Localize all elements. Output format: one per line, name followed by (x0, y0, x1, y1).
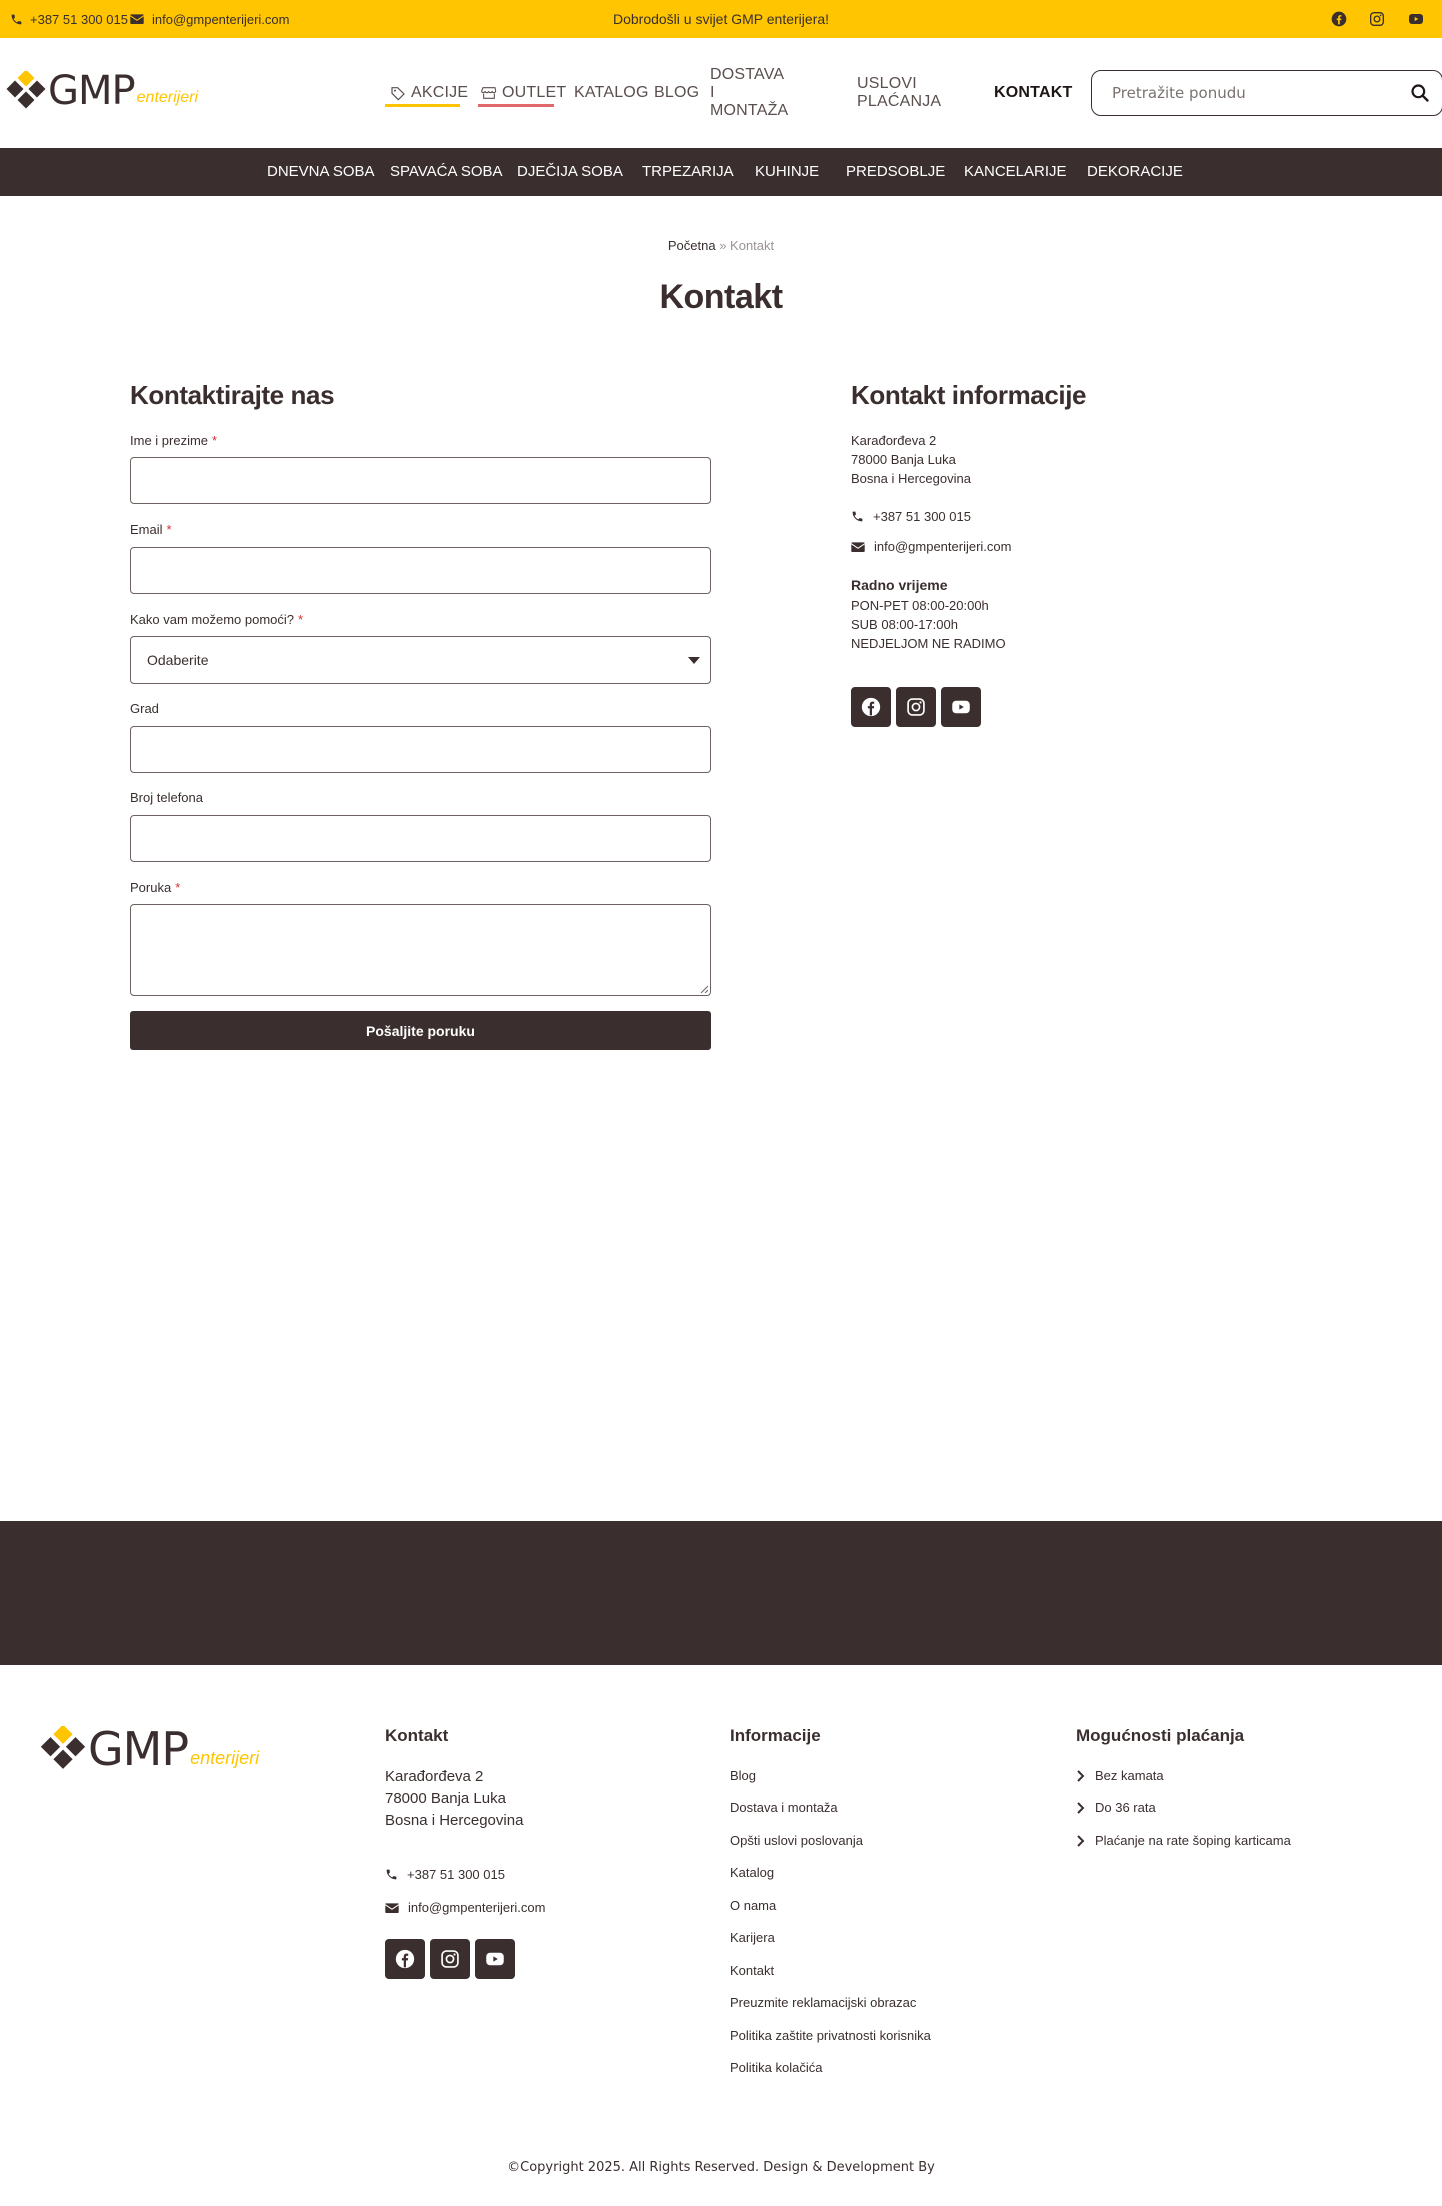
footer-info-title: Informacije (730, 1726, 821, 1745)
logo-enterijeri-text: enterijeri (136, 89, 198, 106)
nav-dostava[interactable]: DOSTAVA I MONTAŽA (710, 66, 789, 119)
required-mark: * (175, 880, 181, 895)
city-field-wrapper (130, 726, 711, 773)
footer-band (0, 1521, 1442, 1665)
instagram-icon (906, 697, 926, 717)
nav-katalog[interactable]: KATALOG (574, 84, 649, 101)
nav-kontakt[interactable]: KONTAKT (994, 84, 1073, 101)
footer-link-uslovi[interactable]: Opšti uslovi poslovanja (730, 1833, 863, 1848)
label-help-text: Kako vam možemo pomoći? (130, 612, 295, 627)
label-city-text: Grad (130, 701, 159, 716)
message-textarea[interactable] (131, 905, 710, 995)
phone-input[interactable] (131, 816, 710, 861)
breadcrumb-home[interactable]: Početna (667, 238, 716, 253)
search-box (1091, 70, 1442, 116)
required-mark: * (298, 612, 304, 627)
tag-icon (390, 85, 406, 101)
instagram-icon (440, 1949, 460, 1969)
name-field-wrapper (130, 457, 711, 504)
youtube-icon (485, 1949, 505, 1969)
search-input[interactable] (1112, 71, 1402, 114)
topbar-email-text: info@gmpenterijeri.com (152, 11, 290, 27)
city-input[interactable] (131, 727, 710, 772)
message-field-wrapper (130, 904, 711, 996)
page-title: Kontakt (659, 278, 783, 316)
info-email-text: info@gmpenterijeri.com (874, 539, 1012, 554)
label-phone (130, 790, 203, 805)
info-address-line-2: 78000 Banja Luka (851, 452, 956, 467)
nav-outlet[interactable] (481, 38, 566, 148)
payment-item-label: Do 36 rata (1095, 1800, 1156, 1815)
label-phone-text: Broj telefona (130, 790, 203, 805)
nav-akcije-label: AKCIJE (411, 84, 469, 101)
facebook-icon (395, 1949, 415, 1969)
payment-item-bez-kamata[interactable] (1076, 1768, 1164, 1783)
envelope-icon (851, 541, 865, 553)
topbar-phone-text: +387 51 300 015 (30, 11, 128, 27)
footer-address-line-2: 78000 Banja Luka (385, 1790, 506, 1807)
gmp-diamond-logo-icon (38, 1726, 88, 1772)
facebook-button[interactable] (851, 687, 891, 727)
caret-down-icon (688, 657, 700, 664)
footer-instagram-button[interactable] (430, 1939, 470, 1979)
breadcrumb (0, 238, 1442, 253)
welcome-message: Dobrodošli u svijet GMP enterijera! (612, 11, 830, 27)
payment-item-label: Bez kamata (1095, 1768, 1164, 1783)
envelope-icon (385, 1902, 399, 1914)
email-field-wrapper (130, 547, 711, 594)
payment-item-kartice[interactable] (1076, 1833, 1291, 1848)
help-select[interactable] (130, 636, 711, 684)
info-email[interactable] (851, 539, 1011, 554)
category-dnevna-soba[interactable]: DNEVNA SOBA (267, 163, 375, 180)
nav-blog[interactable]: BLOG (654, 84, 700, 101)
label-message-text: Poruka (130, 880, 172, 895)
required-mark: * (212, 433, 218, 448)
info-phone-text: +387 51 300 015 (873, 509, 971, 524)
nav-outlet-label: OUTLET (502, 84, 567, 101)
youtube-icon[interactable] (1408, 11, 1424, 27)
hours-sunday: NEDJELJOM NE RADIMO (851, 636, 1006, 651)
info-address-line-3: Bosna i Hercegovina (851, 471, 971, 486)
label-name-text: Ime i prezime (130, 433, 209, 448)
category-spavaca-soba[interactable]: SPAVAĆA SOBA (390, 163, 503, 180)
chevron-right-icon (1076, 1802, 1085, 1814)
footer-logo-enterijeri-text: enterijeri (190, 1747, 260, 1768)
contact-info-title: Kontakt informacije (851, 380, 1087, 410)
copyright: ©Copyright 2025. All Rights Reserved. Design & Development By (507, 2160, 935, 2175)
hours-title: Radno vrijeme (851, 577, 948, 593)
label-help (130, 612, 303, 627)
nav-uslovi-placanja[interactable]: USLOVI PLAĆANJA (857, 75, 942, 110)
info-phone[interactable] (851, 509, 971, 524)
payment-item-label: Plaćanje na rate šoping karticama (1095, 1833, 1291, 1848)
footer-phone[interactable] (385, 1867, 505, 1882)
chevron-right-icon (1076, 1835, 1085, 1847)
help-select-value: Odaberite (147, 652, 209, 668)
category-kuhinje[interactable]: KUHINJE (755, 163, 820, 180)
footer-contact-title: Kontakt (385, 1726, 449, 1745)
instagram-icon[interactable] (1369, 11, 1385, 27)
search-icon[interactable] (1410, 83, 1430, 103)
nav-akcije[interactable] (390, 38, 468, 148)
footer-phone-text: +387 51 300 015 (407, 1867, 505, 1882)
nav-outlet-underline (478, 104, 554, 107)
footer-link-kolacici[interactable]: Politika kolačića (730, 2060, 823, 2075)
logo-gmp-text: GMP (48, 68, 135, 114)
phone-field-wrapper (130, 815, 711, 862)
payment-item-36-rata[interactable] (1076, 1800, 1156, 1815)
category-predsoblje[interactable]: PREDSOBLJE (846, 163, 946, 180)
label-message (130, 880, 180, 895)
resize-grip-icon[interactable] (700, 985, 708, 993)
footer-logo[interactable] (38, 1722, 259, 1776)
footer-address-line-1: Karađorđeva 2 (385, 1768, 484, 1785)
name-input[interactable] (131, 458, 710, 503)
category-djecija-soba[interactable]: DJEČIJA SOBA (517, 163, 623, 180)
footer-payment-title: Mogućnosti plaćanja (1076, 1726, 1245, 1745)
footer-link-katalog[interactable]: Katalog (730, 1865, 775, 1880)
gmp-diamond-logo-icon (4, 71, 48, 111)
breadcrumb-separator: » (719, 238, 727, 253)
footer-email[interactable] (385, 1900, 545, 1915)
footer-link-dostava[interactable]: Dostava i montaža (730, 1800, 838, 1815)
info-address-line-1: Karađorđeva 2 (851, 433, 937, 448)
required-mark: * (166, 522, 172, 537)
email-input[interactable] (131, 548, 710, 593)
category-dekoracije[interactable]: DEKORACIJE (1087, 163, 1183, 180)
hours-saturday: SUB 08:00-17:00h (851, 617, 958, 632)
submit-button[interactable]: Pošaljite poruku (130, 1011, 711, 1050)
youtube-icon (951, 697, 971, 717)
footer-logo-gmp-text: GMP (88, 1722, 189, 1776)
category-trpezarija[interactable]: TRPEZARIJA (642, 163, 734, 180)
facebook-icon[interactable] (1331, 11, 1347, 27)
footer-link-reklamacija[interactable]: Preuzmite reklamacijski obrazac (730, 1995, 917, 2010)
footer-email-text: info@gmpenterijeri.com (408, 1900, 546, 1915)
label-email-text: Email (130, 522, 163, 537)
breadcrumb-current: Kontakt (730, 238, 775, 253)
footer-link-blog[interactable]: Blog (730, 1768, 757, 1783)
category-kancelarije[interactable]: KANCELARIJE (964, 163, 1067, 180)
phone-icon (385, 1868, 398, 1881)
phone-icon (851, 510, 864, 523)
footer-link-karijera[interactable]: Karijera (730, 1930, 775, 1945)
footer-link-kontakt[interactable]: Kontakt (730, 1963, 775, 1978)
facebook-icon (861, 697, 881, 717)
footer-youtube-button[interactable] (475, 1939, 515, 1979)
hours-weekday: PON-PET 08:00-20:00h (851, 598, 989, 613)
footer-link-privatnost[interactable]: Politika zaštite privatnosti korisnika (730, 2028, 931, 2043)
footer-link-o-nama[interactable]: O nama (730, 1898, 777, 1913)
footer-facebook-button[interactable] (385, 1939, 425, 1979)
instagram-button[interactable] (896, 687, 936, 727)
label-email (130, 522, 172, 537)
store-icon (481, 85, 497, 101)
nav-akcije-underline (385, 104, 460, 107)
site-logo[interactable] (4, 68, 198, 114)
footer-address-line-3: Bosna i Hercegovina (385, 1812, 524, 1829)
form-title: Kontaktirajte nas (130, 380, 335, 410)
category-bar (0, 148, 1442, 196)
chevron-right-icon (1076, 1770, 1085, 1782)
label-city (130, 701, 159, 716)
top-bar (0, 0, 1442, 38)
youtube-button[interactable] (941, 687, 981, 727)
label-name (130, 433, 217, 448)
